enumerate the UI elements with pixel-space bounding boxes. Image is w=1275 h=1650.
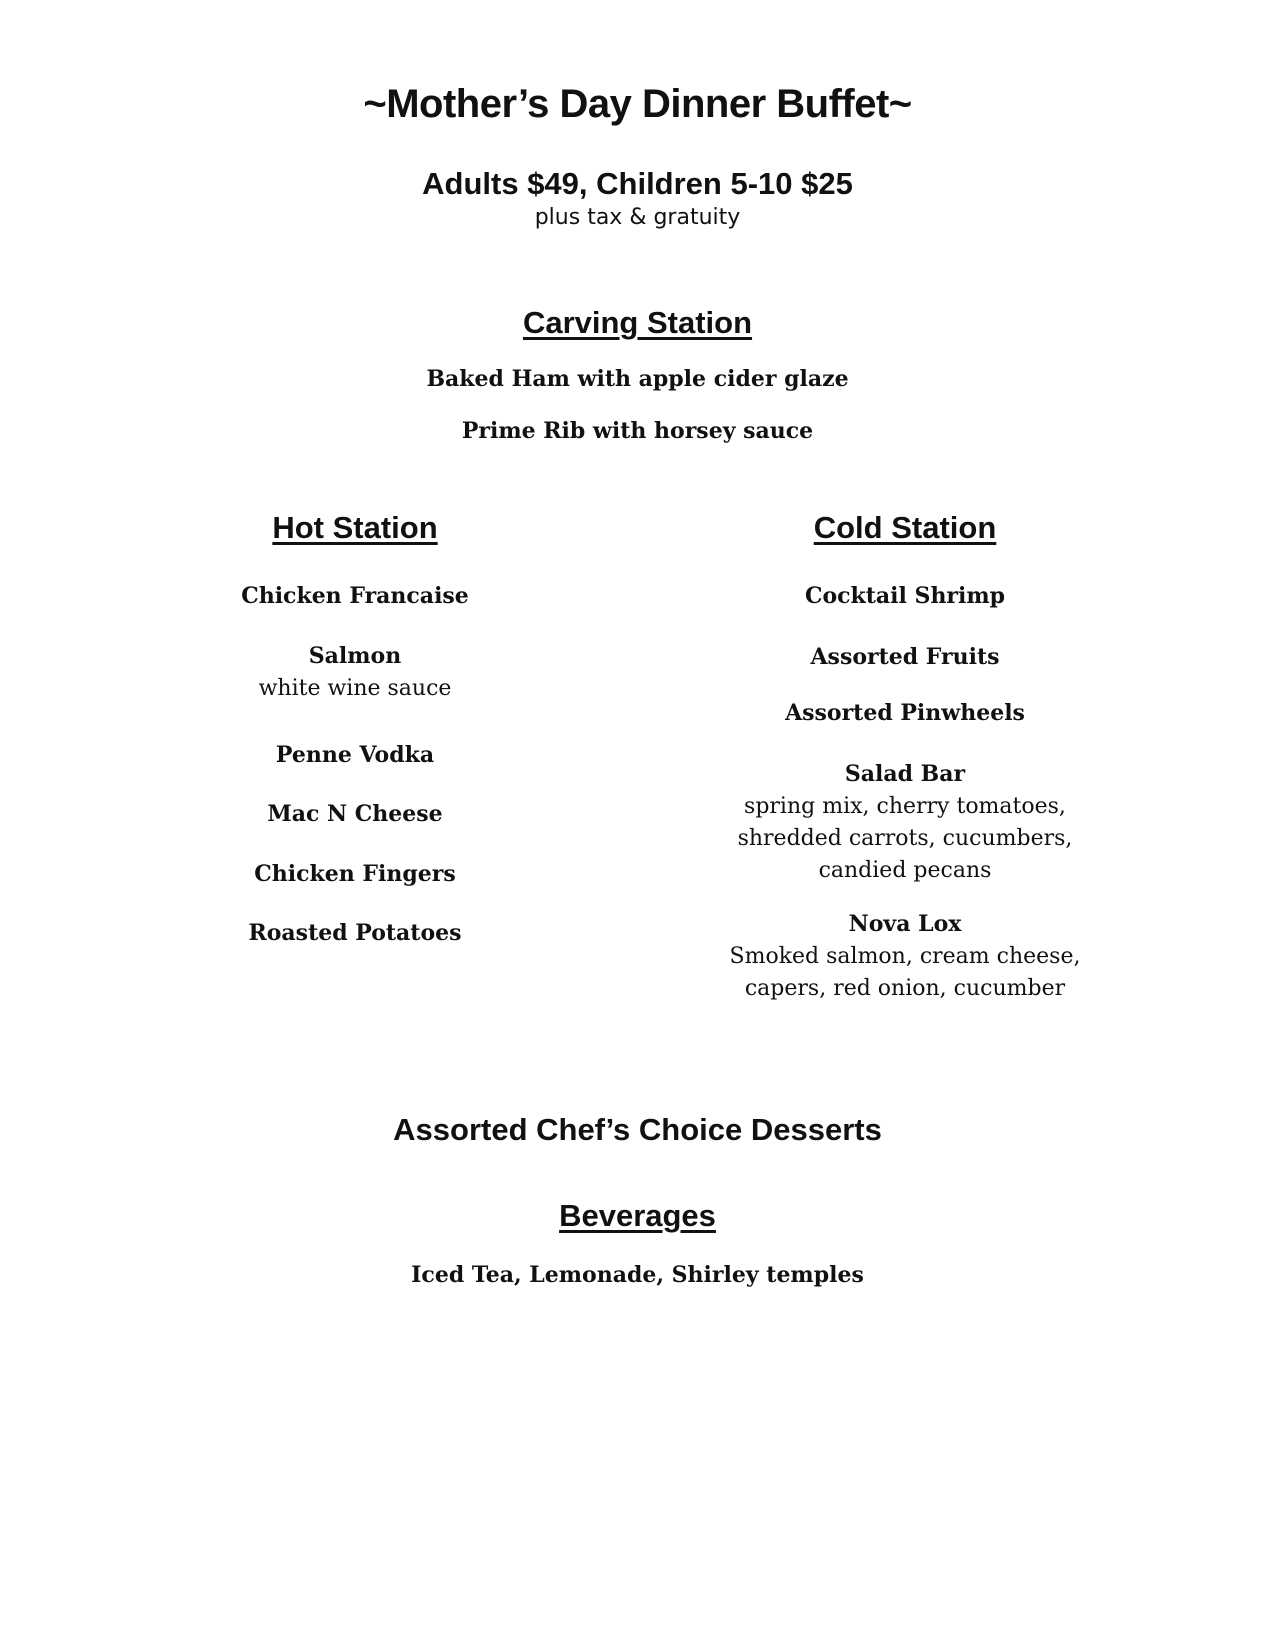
tax-note: plus tax & gratuity [534, 205, 741, 230]
hot-item: Chicken Francaise [241, 583, 469, 609]
carving-item: Prime Rib with horsey sauce [461, 418, 814, 444]
cold-item-desc: spring mix, cherry tomatoes, [744, 794, 1066, 819]
cold-item: Assorted Fruits [810, 644, 1000, 670]
cold-item-desc: capers, red onion, cucumber [744, 976, 1066, 1001]
cold-item: Cocktail Shrimp [804, 583, 1006, 609]
cold-item-desc: candied pecans [818, 858, 992, 883]
hot-item: Chicken Fingers [254, 861, 456, 887]
desserts: Assorted Chef’s Choice Desserts [393, 1112, 882, 1147]
pricing: Adults $49, Children 5-10 $25 [422, 166, 853, 201]
beverages-items: Iced Tea, Lemonade, Shirley temples [411, 1262, 864, 1288]
beverages-heading: Beverages [559, 1198, 716, 1233]
cold-item-desc: Smoked salmon, cream cheese, [729, 944, 1081, 969]
cold-item: Salad Bar [844, 761, 966, 787]
carving-station-heading: Carving Station [522, 305, 753, 340]
menu-title: ~Mother’s Day Dinner Buffet~ [363, 82, 912, 126]
cold-item-desc: shredded carrots, cucumbers, [737, 826, 1073, 851]
hot-item: Salmon [308, 643, 402, 669]
hot-item: Mac N Cheese [267, 801, 443, 827]
hot-item: Roasted Potatoes [248, 920, 462, 946]
carving-item: Baked Ham with apple cider glaze [426, 366, 849, 392]
hot-station-heading: Hot Station [272, 510, 438, 545]
cold-station-heading: Cold Station [813, 510, 997, 545]
hot-item: Penne Vodka [275, 742, 435, 768]
hot-item-desc: white wine sauce [258, 676, 452, 701]
cold-item: Assorted Pinwheels [785, 700, 1025, 726]
cold-item: Nova Lox [848, 911, 962, 937]
